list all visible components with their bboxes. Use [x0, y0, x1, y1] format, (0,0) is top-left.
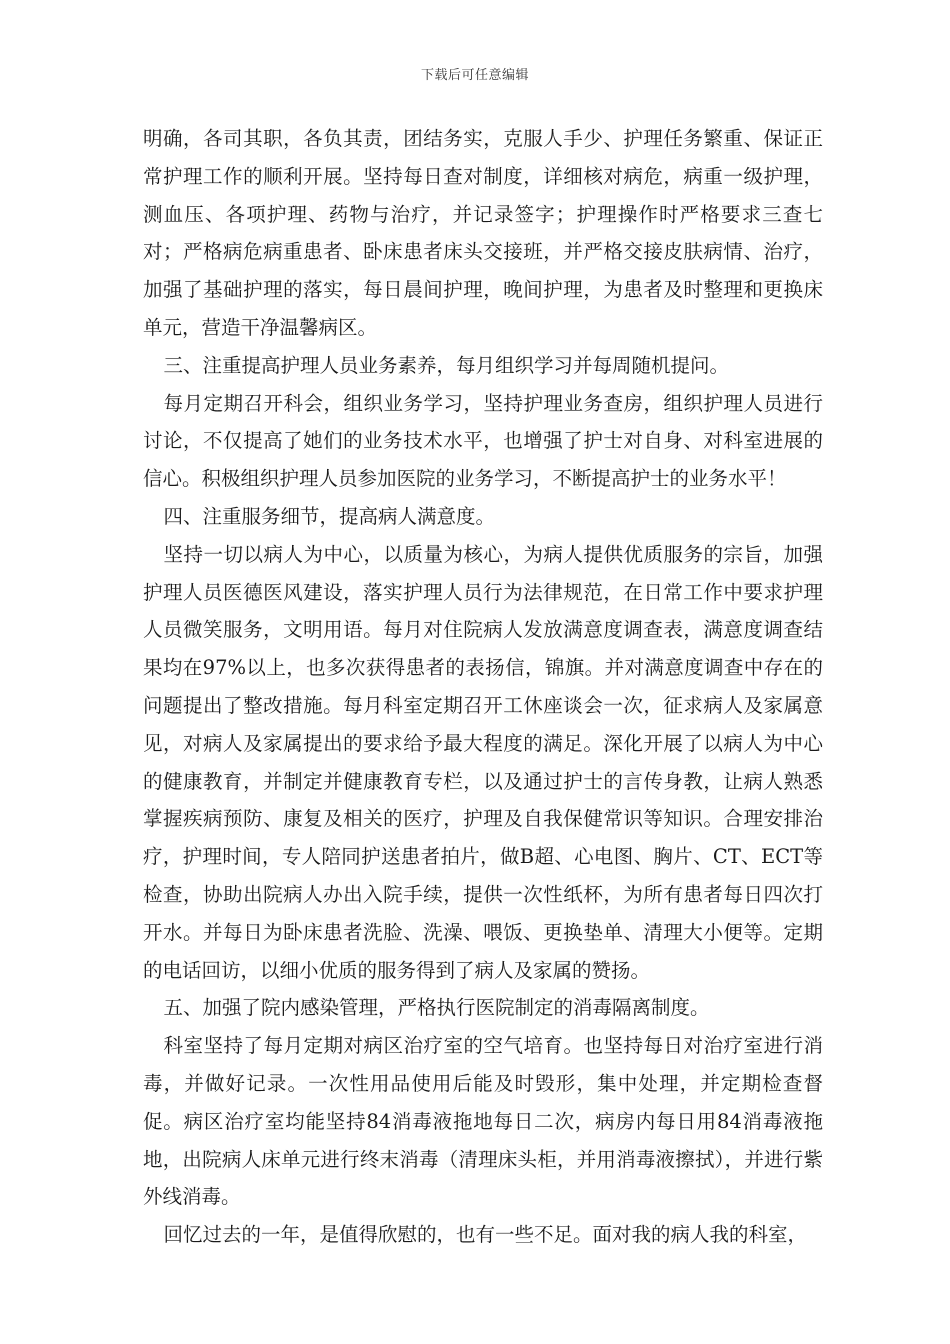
page-header: 下载后可任意编辑 — [420, 68, 529, 83]
paragraph-2: 每月定期召开科会，组织业务学习，坚持护理业务查房，组织护理人员进行讨论，不仅提高了她们的业务技术水平，也增强了护士对自身、对科室进展的信心。积极组织护理人员参加医院的业务学习，不断提高护士的业务水平！ — [143, 391, 823, 491]
document-body — [143, 120, 823, 1254]
section-heading-4: 四、注重服务细节，提高病人满意度。 — [163, 504, 495, 528]
paragraph-5: 回忆过去的一年，是值得欣慰的，也有一些不足。面对我的病人我的科室， — [163, 1223, 807, 1247]
paragraph-4: 科室坚持了每月定期对病区治疗室的空气培育。也坚持每日对治疗室进行消毒，并做好记录。一次性用品使用后能及时毁形，集中处理，并定期检查督促。病区治疗室均能坚持84消毒液拖地每日二次，病房内每日用84消毒液拖地，出院病人床单元进行终末消毒（清理床头柜，并用消毒液擦拭），并进行紫外线消毒。 — [143, 1034, 823, 1209]
section-heading-5: 五、加强了院内感染管理，严格执行医院制定的消毒隔离制度。 — [163, 996, 710, 1020]
section-heading-3: 三、注重提高护理人员业务素养，每月组织学习并每周随机提问。 — [163, 353, 729, 377]
paragraph-3: 坚持一切以病人为中心，以质量为核心，为病人提供优质服务的宗旨，加强护理人员医德医风建设，落实护理人员行为法律规范，在日常工作中要求护理人员微笑服务，文明用语。每月对住院病人发放满意度调查表，满意度调查结果均在97%以上，也多次获得患者的表扬信，锦旗。并对满意度调查中存在的问题提出了整改措施。每月科室定期召开工休座谈会一次，征求病人及家属意见，对病人及家属提出的要求给予最大程度的满足。深化开展了以病人为中心的健康教育，并制定并健康教育专栏，以及通过护士的言传身教，让病人熟悉掌握疾病预防、康复及相关的医疗，护理及自我保健常识等知识。合理安排治疗，护理时间，专人陪同护送患者拍片，做B超、心电图、胸片、CT、ECT等检查，协助出院病人办出入院手续，提供一次性纸杯，为所有患者每日四次打开水。并每日为卧床患者洗脸、洗澡、喂饭、更换垫单、清理大小便等。定期的电话回访，以细小优质的服务得到了病人及家属的赞扬。 — [143, 542, 823, 982]
paragraph-1: 明确，各司其职，各负其责，团结务实，克服人手少、护理任务繁重、保证正常护理工作的顺利开展。坚持每日查对制度，详细核对病危，病重一级护理，测血压、各项护理、药物与治疗，并记录签字；护理操作时严格要求三查七对；严格病危病重患者、卧床患者床头交接班，并严格交接皮肤病情、治疗，加强了基础护理的落实，每日晨间护理，晚间护理，为患者及时整理和更换床单元，营造干净温馨病区。 — [143, 127, 823, 339]
